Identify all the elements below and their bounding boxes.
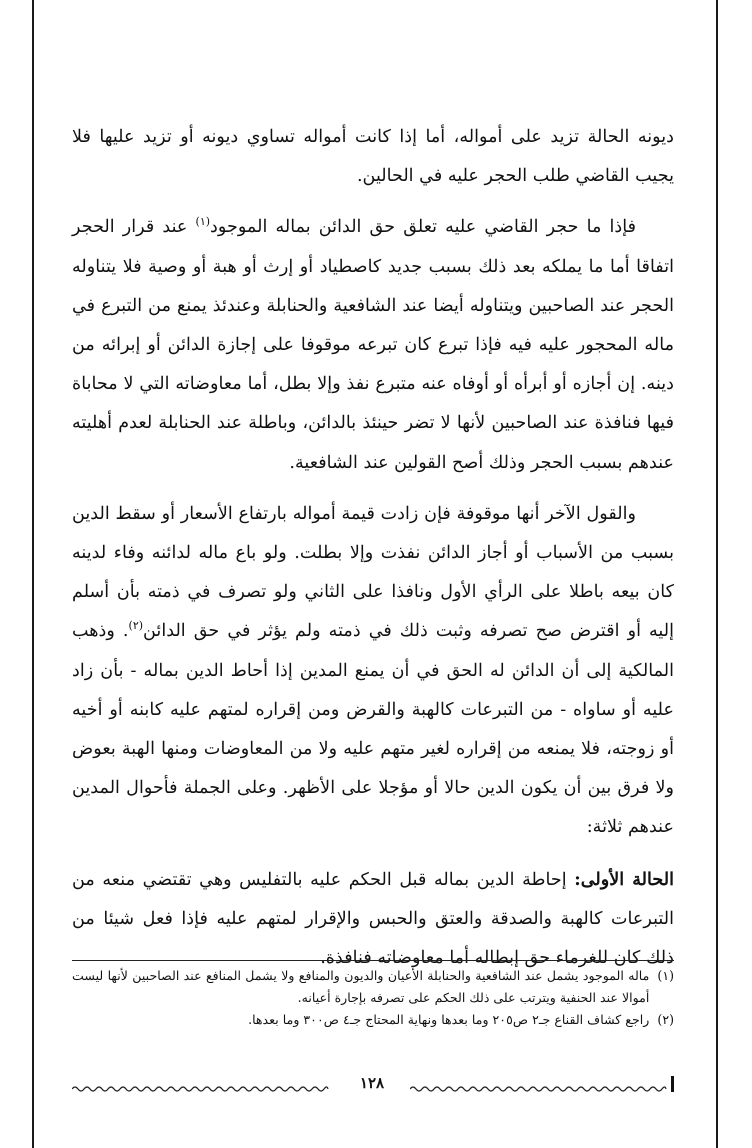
paragraph-2-text-start: فإذا ما حجر القاضي عليه تعلق حق الدائن بماله الموجود [210,217,636,238]
page-number: ١٢٨ [359,1074,385,1092]
paragraph-3-text-end: . وذهب المالكية إلى أن الدائن له الحق في أن يمنع المدين إذا أحاط الدين بماله - بأن زاد عليه أو ساواه - من التبرعات كالهبة والقرض ومن إقراره لمتهم عليه كابنه أو أخيه أو زوجته، فلا يمنعه من إقراره لغير متهم عليه ولا من المعاوضات ومنها الهبة بعوض ولا فرق بين أن يكون الدين حالا أو مؤجلا على الأظهر. وعلى الجملة فأحوال المدين عندهم ثلاثة: [72,621,674,838]
footnotes-section [72,960,674,1031]
footnote-2-text: راجع كشاف القناع جـ٢ ص٢٠٥ وما بعدها ونهاية المحتاج جـ٤ ص٣٠٠ وما بعدها. [248,1012,650,1027]
footnote-2 [72,1009,674,1031]
document-body [72,118,674,978]
page-footer [72,1072,672,1096]
footnote-ref-2[interactable]: (٢) [128,619,144,633]
paragraph-1-text: ديونه الحالة تزيد على أمواله، أما إذا كانت أمواله تساوي ديونه أو تزيد عليها فلا يجيب القاضي طلب الحجر عليه في الحالين. [72,127,674,187]
footnote-1 [72,965,674,1009]
case-heading: الحالة الأولى: [574,868,674,890]
paragraph-2-text-end: عند قرار الحجر اتفاقا أما ما يملكه بعد ذلك بسبب جديد كاصطياد أو إرث أو هبة أو وصية فلا يتناوله الحجر عند الصاحبين ويتناوله أيضا عند الشافعية والحنابلة وعندئذ يمنع من التبرع في ماله المحجور عليه فيه فإذا تبرع كان تبرعه موقوفا على إجازة الدائن أو إبرائه من دينه. إن أجازه أو أبرأه أو أوفاه عنه متبرع نفذ وإلا بطل، أما معاوضاته التي لا محاباة فيها فنافذة عند الصاحبين لأنها لا تضر حينئذ بالدائن، وباطلة عند الحنابلة لعدم أهليته عندهم بسبب الحجر وذلك أصح القولين عند الشافعية. [72,217,674,473]
paragraph-3 [72,495,674,848]
paragraph-3-text-start: والقول الآخر أنها موقوفة فإن زادت قيمة أمواله بارتفاع الأسعار أو سقط الدين بسبب من الأسباب أو أجاز الدائن نفذت وإلا بطلت. ولو باع ماله لدائنه وفاء لدينه كان بيعه باطلا على الرأي الأول ونافذا على الثاني ولو تصرف في ذمته بأن أسلم إليه أو اقترض صح تصرفه وثبت ذلك في ذمته ولم يؤثر في حق الدائن [72,503,674,642]
page-frame-right-border [716,0,718,1148]
footnote-2-number: (٢) [657,1012,674,1027]
footer-wave-line-left [72,1084,334,1094]
wave-ornament-left [72,1084,334,1094]
footnote-1-text: ماله الموجود يشمل عند الشافعية والحنابلة الأعيان والديون والمنافع ولا يشمل المنافع عند الصاحبين لأنها ليست أموالا عند الحنفية ويترتب على ذلك الحكم على تصرفه بإجارة أعيانه. [72,968,650,1005]
page-frame-left-border [32,0,34,1148]
paragraph-4-text: إحاطة الدين بماله قبل الحكم عليه بالتفليس وهي تقتضي منعه من التبرعات كالهبة والصدقة والعتق والحبس والإقرار لمتهم عليه فإذا فعل شيئا من ذلك كان للغرماء حق إبطاله أما معاوضاته فنافذة. [72,869,674,969]
paragraph-1 [72,118,674,196]
footnote-ref-1[interactable]: (١) [195,215,211,229]
paragraph-2 [72,208,674,482]
footnote-1-number: (١) [657,968,674,983]
